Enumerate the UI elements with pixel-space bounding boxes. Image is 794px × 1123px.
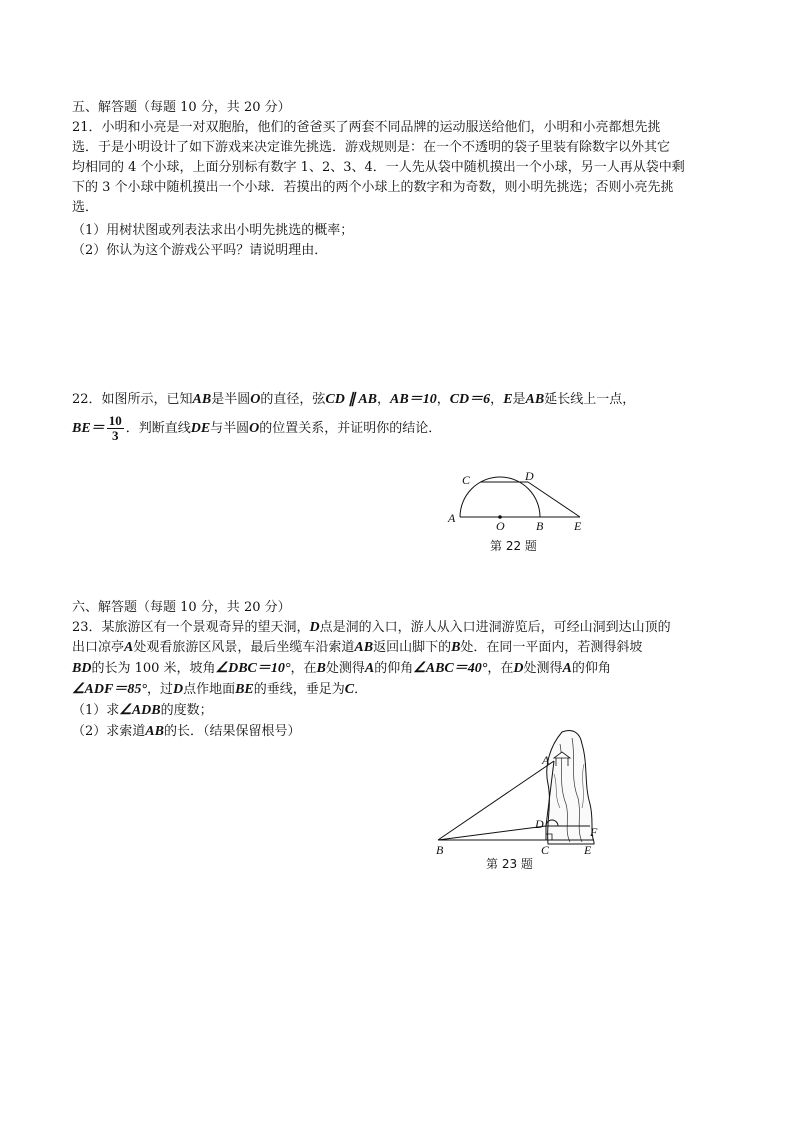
q23-text: 的仰角 (571, 661, 611, 676)
q23-text: ，在 (290, 661, 317, 676)
q21-part-1: （1）用树状图或列表法求出小明先挑选的概率； (72, 223, 354, 238)
figure-22-caption: 第 22 题 (490, 539, 537, 553)
figure-22-drawing (440, 466, 600, 558)
q23-angle-adb: ∠ADB (119, 703, 161, 718)
q23-b-2: B (316, 661, 326, 676)
section-5-heading: 五、解答题（每题 10 分，共 20 分） (72, 100, 291, 115)
q23-text: ，过 (146, 682, 173, 697)
label-c: C (462, 473, 471, 487)
q23-text: 处观看旅游区风景，最后坐缆车沿索道 (133, 640, 355, 655)
q22-de: DE (190, 421, 211, 436)
q23-text: 处．在同一平面内，若测得斜坡 (460, 640, 643, 655)
q22-o: O (250, 392, 261, 407)
figure-23-caption: 第 23 题 (486, 857, 533, 871)
q23-a: A (124, 640, 134, 655)
q22-text: 是半圆 (211, 392, 251, 407)
q23-part-2 (72, 722, 732, 742)
q23-text: （2）求索道 (72, 724, 146, 739)
q22-text: ， (436, 392, 450, 407)
q22-text: ．判断直线 (125, 421, 191, 436)
q23-text: 的垂线，垂足为 (253, 682, 345, 697)
q23-b: B (451, 640, 461, 655)
q21-line-5: 选． (72, 200, 99, 215)
label-b: B (536, 519, 544, 533)
q22-text: 是 (512, 392, 526, 407)
label-d: D (525, 469, 534, 483)
q22-ab: AB (192, 392, 212, 407)
q23-d-2: D (513, 661, 524, 676)
q22-ab-10: AB＝10 (390, 392, 437, 407)
q23-line-3 (72, 659, 732, 679)
q23-text: 23．某旅游区有一个景观奇异的望天洞， (72, 620, 310, 635)
q23-text: 处测得 (325, 661, 365, 676)
q23-part-1 (72, 701, 732, 721)
q23-text: ，在 (487, 661, 514, 676)
slope-line-bd (438, 826, 546, 840)
q22-be: BE＝ (72, 421, 105, 436)
q23-a-2: A (364, 661, 375, 676)
mountain-outline (547, 731, 594, 845)
q23-ab: AB (354, 640, 374, 655)
section-6-heading: 六、解答题（每题 10 分，共 20 分） (72, 600, 291, 615)
q23-angle-dbc: ∠DBC＝10° (215, 661, 291, 676)
q23-d: D (309, 620, 320, 635)
q23-text: 点是洞的入口，游人从入口进洞游览后，可经山洞到达山顶的 (319, 620, 671, 635)
label-d: D (535, 817, 544, 831)
q22-e: E (503, 392, 513, 407)
q21-part-2: （2）你认为这个游戏公平吗？请说明理由． (72, 243, 328, 258)
q22-ab-2: AB (525, 392, 545, 407)
q21-line-2: 选．于是小明设计了如下游戏来决定谁先挑选．游戏规则是：在一个不透明的袋子里装有除数字以外其它 (72, 140, 671, 155)
q23-text: 出口凉亭 (72, 640, 125, 655)
label-c: C (541, 843, 550, 857)
q22-text: 22．如图所示，已知 (72, 392, 193, 407)
q22-text: 的直径，弦 (260, 392, 326, 407)
q21-line-4: 下的 3 个小球中随机摸出一个小球．若摸出的两个小球上的数字和为奇数，则小明先挑选；否则小亮先挑 (72, 180, 674, 195)
figure-23-drawing (430, 724, 610, 876)
q23-d-3: D (172, 682, 184, 697)
semicircle-arc (460, 477, 540, 517)
q23-text: ． (354, 682, 368, 697)
q22-cd-parallel-ab: CD ∥ AB (325, 392, 377, 407)
q23-line-1 (72, 618, 732, 638)
q22-o-2: O (249, 421, 260, 436)
label-e: E (574, 519, 582, 533)
figure-22 (440, 466, 600, 558)
q23-a-3: A (562, 661, 572, 676)
q23-text: 的度数； (160, 703, 213, 718)
q23-text: 的长为 100 米，坡角 (91, 661, 216, 676)
fraction-numerator: 10 (108, 413, 122, 428)
q22-text: ， (490, 392, 504, 407)
figure-23 (430, 724, 610, 876)
q23-angle-adf: ∠ADF＝85° (72, 682, 147, 697)
label-a: A (542, 753, 550, 767)
label-b: B (436, 843, 444, 857)
q23-c: C (344, 682, 355, 697)
q22-text: 与半圆 (210, 421, 250, 436)
label-f: F (590, 825, 598, 839)
label-o: O (496, 519, 505, 533)
q23-text: 返回山脚下的 (373, 640, 452, 655)
q22-text: 延长线上一点， (544, 392, 636, 407)
label-a: A (448, 511, 456, 525)
q22-line-1 (72, 390, 732, 410)
q23-line-4 (72, 680, 732, 700)
q23-be: BE (235, 682, 254, 697)
q23-angle-abc: ∠ABC＝40° (413, 661, 488, 676)
q23-text: 的仰角 (374, 661, 414, 676)
q21-line-3: 均相同的 4 个小球，上面分别标有数字 1、2、3、4．一人先从袋中随机摸出一个小球，另一人再从袋中剩 (72, 160, 685, 175)
q21-line-1: 21．小明和小亮是一对双胞胎，他们的爸爸买了两套不同品牌的运动服送给他们，小明和小亮都想先挑 (72, 120, 661, 135)
q23-text: 点作地面 (183, 682, 236, 697)
q23-text: 的长．（结果保留根号） (163, 724, 301, 739)
fraction-denominator: 3 (111, 428, 119, 443)
q22-cd-6: CD＝6 (449, 392, 491, 407)
q23-bd: BD (72, 661, 92, 676)
q23-line-2 (72, 638, 732, 658)
q22-line-2 (72, 414, 732, 443)
q22-text: 的位置关系，并证明你的结论． (259, 421, 442, 436)
label-e: E (584, 843, 592, 857)
q23-text: （1）求 (72, 703, 120, 718)
q23-text: 处测得 (523, 661, 563, 676)
q22-fraction (107, 414, 124, 443)
q23-ab-2: AB (145, 724, 164, 739)
q22-text: ， (377, 392, 391, 407)
